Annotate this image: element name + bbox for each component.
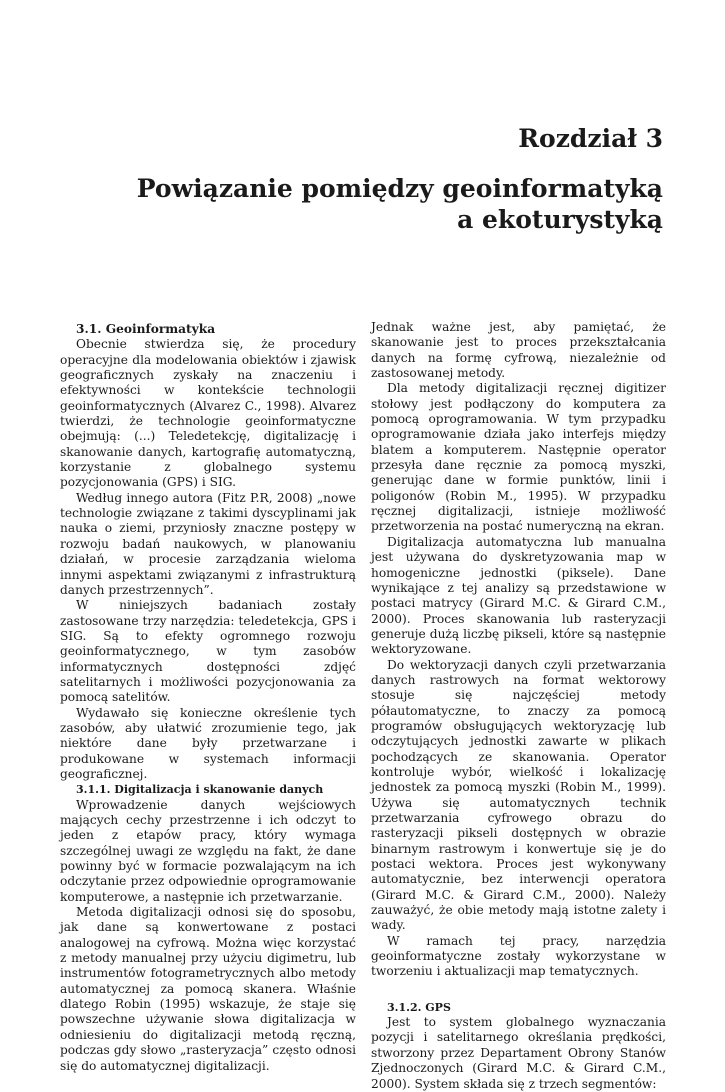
subsection-heading-digitalizacja: 3.1.1. Digitalizacja i skanowanie danych (76, 783, 324, 797)
paragraph: Jest to system globalnego wyznaczania pozycji i satelitarnego określania prędkości, stworzony przez Departament Obrony Stanów Zjednoczonych (Girard M.C. & Girard C.M., 2000). System składa się z trzech segmentów: (371, 1015, 666, 1091)
left-column (60, 322, 356, 1074)
chapter-title-line-1: Powiązanie pomiędzy geoinformatyką (136, 174, 663, 203)
chapter-title (103, 174, 663, 235)
paragraph: Obecnie stwierdza się, że procedury operacyjne dla modelowania obiektów i zjawisk geograficznych zyskały na znaczeniu i efektywności w kontekście technologii geoinformatycznych (Alvarez C., 1998). Alvarez twierdzi, że technologie geoinformatyczne obejmują: (...) Teledetekcję, digitalizację i skanowanie danych, kartografię automatyczną, korzystanie z globalnego systemu pozycjonowania (GPS) i SIG. (60, 337, 356, 490)
chapter-title-line-2: a ekoturystyką (457, 204, 663, 234)
paragraph: Jednak ważne jest, aby pamiętać, że skanowanie jest to proces przekształcania danych na formę cyfrową, niezależnie od zastosowanej metody. (371, 320, 666, 381)
subsection-heading-gps: 3.1.2. GPS (387, 1000, 451, 1014)
paragraph: Wprowadzenie danych wejściowych mających cechy przestrzenne i ich odczyt to jeden z etapów pracy, który wymaga szczególnej uwagi ze względu na fakt, że dane powinny być w formacie pozwalającym na ich odczytanie przez odpowiednie oprogramowanie komputerowe, a następnie ich przetwarzanie. (60, 797, 356, 904)
paragraph: Według innego autora (Fitz P.R, 2008) „nowe technologie związane z takimi dyscyplinami jak nauka o ziemi, przyniosły znaczne postępy w rozwoju badań naukowych, w planowaniu działań, w procesie zarządzania wieloma innymi aspektami związanymi z infrastrukturą danych przestrzennych”. (60, 490, 356, 597)
paragraph: Do wektoryzacji danych czyli przetwarzania danych rastrowych na format wektorowy stosuje się najczęściej metody półautomatyczne, to znaczy za pomocą programów obsługujących wektoryzację lub odczytujących jednostki zawarte w plikach pochodzących ze skanowania. Operator kontroluje wybór, wielkość i lokalizację jednostek za pomocą myszki (Robin M., 1999). Używa się automatycznych technik przetwarzania cyfrowego obrazu do rasteryzacji pikseli dostępnych w obrazie binarnym rastrowym i konwertuje się je do postaci wektora. Proces jest wykonywany automatycznie, bez interwencji operatora (Girard M.C. & Girard C.M., 2000). Należy zauważyć, że obie metody mają istotne zalety i wady. (371, 657, 666, 933)
paragraph: Wydawało się konieczne określenie tych zasobów, aby ułatwić zrozumienie tego, jak niektóre dane były przetwarzane i produkowane w systemach informacji geograficznej. (60, 705, 356, 781)
paragraph: Dla metody digitalizacji ręcznej digitizer stołowy jest podłączony do komputera za pomocą oprogramowania. W tym przypadku oprogramowanie działa jako interfejs między blatem a komputerem. Następnie operator przesyła dane ręcznie za pomocą myszki, generując dane w formie punktów, linii i poligonów (Robin M., 1995). W przypadku ręcznej digitalizacji, istnieje możliwość przetworzenia na postać numeryczną na ekran. (371, 381, 666, 534)
paragraph: W niniejszych badaniach zostały zastosowane trzy narzędzia: teledetekcja, GPS i SIG. Są to efekty ogromnego rozwoju geoinformatycznego, w tym zasobów informatycznych dostępności zdjęć satelitarnych i możliwości pozycjonowania za pomocą satelitów. (60, 598, 356, 705)
chapter-label: Rozdział 3 (518, 124, 663, 153)
section-heading-geoinformatyka: 3.1. Geoinformatyka (76, 322, 216, 336)
right-column (371, 320, 666, 1092)
paragraph: W ramach tej pracy, narzędzia geoinformatyczne zostały wykorzystane w tworzeniu i aktualizacji map tematycznych. (371, 933, 666, 979)
paragraph: Metoda digitalizacji odnosi się do sposobu, jak dane są konwertowane z postaci analogowej na cyfrową. Można więc korzystać z metody manualnej przy użyciu digimetru, lub instrumentów fotogrametrycznych albo metody automatycznej za pomocą skanera. Właśnie dlatego Robin (1995) wskazuje, że staje się powszechne używanie słowa digitalizacja w odniesieniu do digitalizacji metodą ręczną, podczas gdy słowo „rasteryzacja” często odnosi się do automatycznej digitalizacji. (60, 905, 356, 1073)
paragraph: Digitalizacja automatyczna lub manualna jest używana do dyskretyzowania map w homogeniczne jednostki (piksele). Dane wynikające z tej analizy są przedstawione w postaci matrycy (Girard M.C. & Girard C.M., 2000). Proces skanowania lub rasteryzacji generuje dużą liczbę pikseli, które są następnie wektoryzowane. (371, 534, 666, 657)
